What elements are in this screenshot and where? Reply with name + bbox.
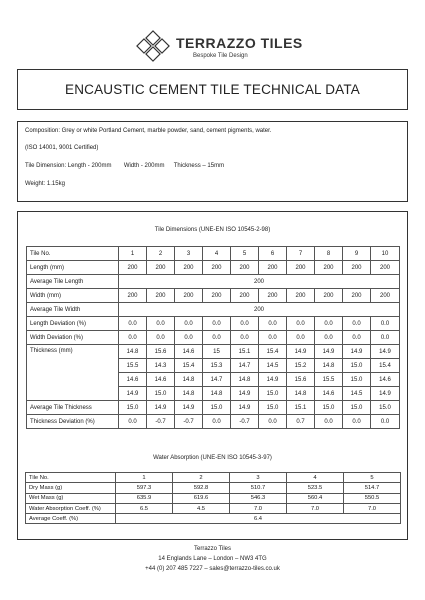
row-label: Average Tile Length [27,275,119,289]
row-label: Dry Mass (g) [26,483,116,493]
table-cell: 0.0 [315,317,343,331]
table-cell: 14.9 [119,387,147,401]
table-cell: 14.5 [259,359,287,373]
table-cell: 200 [119,303,400,317]
table-row [27,261,400,275]
table-cell: 14.9 [315,345,343,359]
table-cell: 0.0 [343,415,371,429]
header-cell: 7 [287,247,315,261]
row-label: Wet Mass (g) [26,493,116,503]
dimension-width: Width - 200mm [123,163,165,169]
table-row [26,514,401,524]
table-cell: 200 [343,289,371,303]
table-cell: 0.0 [175,331,203,345]
weight-text: Weight: 1.15kg [25,181,65,187]
technical-data-box [17,211,408,540]
table-cell: 0.0 [119,317,147,331]
table-cell: 14.6 [371,373,400,387]
row-label: Water Absorption Coeff. (%) [26,503,116,513]
table-cell: -0.7 [147,415,175,429]
table-row [27,415,400,429]
table-cell: 14.8 [287,387,315,401]
page-title: ENCAUSTIC CEMENT TILE TECHNICAL DATA [65,82,360,97]
certification-text: (ISO 14001, 9001 Certified) [25,145,99,151]
table-cell: 200 [119,261,147,275]
table-cell: 0.0 [315,331,343,345]
table-cell: 15.5 [119,359,147,373]
table-row [26,483,401,493]
table-cell: 200 [203,289,231,303]
table-cell: 14.9 [371,387,400,401]
table-row [27,345,400,359]
table-cell: 0.0 [147,331,175,345]
table-cell: 200 [343,261,371,275]
table-cell: -0.7 [231,415,259,429]
table-cell: 14.3 [147,359,175,373]
table-cell: 200 [287,289,315,303]
table-cell: 200 [119,289,147,303]
header-cell: 2 [147,247,175,261]
table-cell: 200 [175,289,203,303]
composition-box [17,121,408,202]
table-cell: 550.5 [344,493,401,503]
table-cell: 15.0 [343,373,371,387]
table-cell: 200 [371,289,400,303]
table-row [27,401,400,415]
row-label: Thickness (mm) [27,345,119,401]
table-cell: 15.0 [147,387,175,401]
table-cell: 14.6 [175,345,203,359]
table-row [27,331,400,345]
table-cell: 15.2 [287,359,315,373]
table-cell: 14.7 [203,373,231,387]
row-label: Length (mm) [27,261,119,275]
table-cell: 635.9 [116,493,173,503]
table-cell: 0.0 [287,317,315,331]
table-cell: 7.0 [344,503,401,513]
table-cell: 0.0 [259,317,287,331]
header-cell: 1 [119,247,147,261]
composition-text: Composition: Grey or white Portland Cement, marble powder, sand, cement pigments, water. [25,128,272,134]
table-cell: 597.3 [116,483,173,493]
table-row [27,303,400,317]
table-cell: 0.0 [371,331,400,345]
table-cell: 14.6 [315,387,343,401]
header-cell: 8 [315,247,343,261]
dimension-length: Tile Dimension: Length - 200mm [25,163,112,169]
header-cell: 10 [371,247,400,261]
table-cell: 15.0 [343,359,371,373]
table-row [27,275,400,289]
header-cell: 1 [116,473,173,483]
header-cell: Tile No. [26,473,116,483]
header-cell: 5 [344,473,401,483]
table-cell: 15.0 [259,387,287,401]
header-cell: 4 [203,247,231,261]
table-cell: 15.0 [371,401,400,415]
table-cell: 7.0 [287,503,344,513]
row-label: Average Tile Thickness [27,401,119,415]
table-cell: 14.9 [287,345,315,359]
row-label: Width (mm) [27,289,119,303]
table-cell: 14.5 [343,387,371,401]
table-cell: 14.8 [119,345,147,359]
row-label: Thickness Deviation (%) [27,415,119,429]
table-cell: 514.7 [344,483,401,493]
table-cell: 200 [147,289,175,303]
footer-address: 14 Englands Lane – London – NW3 4TG [158,556,267,562]
table-row [27,289,400,303]
table-cell: 0.0 [259,331,287,345]
table-cell: 0.0 [343,317,371,331]
table-cell: 15.4 [371,359,400,373]
table-cell: 200 [119,275,400,289]
brand-name: TERRAZZO TILES [176,35,303,51]
table-cell: 15.4 [259,345,287,359]
row-label: Average Tile Width [27,303,119,317]
table-cell: 592.8 [173,483,230,493]
table-cell: 15.3 [203,359,231,373]
absorption-table [25,472,401,524]
absorption-caption: Water Absorption (UNE-EN ISO 10545-3-97) [153,455,272,461]
table-cell: 14.8 [203,387,231,401]
table-cell: 0.0 [315,415,343,429]
table-cell: 14.9 [371,345,400,359]
table-cell: 0.0 [203,331,231,345]
table-cell: 200 [231,289,259,303]
table-cell: 15.6 [147,345,175,359]
table-cell: 4.5 [173,503,230,513]
table-cell: 560.4 [287,493,344,503]
table-row [27,317,400,331]
table-row [26,493,401,503]
table-cell: 0.0 [119,415,147,429]
brand-logo [136,30,306,70]
table-cell: -0.7 [175,415,203,429]
dimensions-caption: Tile Dimensions (UNE-EN ISO 10545-2-98) [154,227,271,233]
brand-tagline: Bespoke Tile Design [193,53,248,59]
table-cell: 0.0 [175,317,203,331]
header-cell: 3 [175,247,203,261]
row-label: Average Coeff. (%) [26,514,116,524]
tile-dimension-text [25,163,224,169]
table-cell: 200 [371,261,400,275]
row-label: Width Deviation (%) [27,331,119,345]
table-cell: 6.4 [116,514,401,524]
title-box [17,69,408,110]
table-cell: 0.0 [343,331,371,345]
table-cell: 14.9 [343,345,371,359]
table-cell: 523.5 [287,483,344,493]
diamond-logo-icon [136,30,172,66]
table-cell: 0.0 [371,415,400,429]
table-cell: 14.6 [147,373,175,387]
table-cell: 7.0 [230,503,287,513]
table-cell: 14.8 [175,373,203,387]
dimensions-table [26,246,400,429]
table-cell: 619.6 [173,493,230,503]
table-cell: 0.7 [287,415,315,429]
row-label: Length Deviation (%) [27,317,119,331]
table-cell: 200 [231,261,259,275]
header-cell: 5 [231,247,259,261]
header-cell: 2 [173,473,230,483]
header-cell: 9 [343,247,371,261]
table-cell: 15.1 [287,401,315,415]
table-cell: 14.9 [231,401,259,415]
table-cell: 546.3 [230,493,287,503]
header-cell: 3 [230,473,287,483]
table-cell: 200 [315,261,343,275]
table-cell: 14.9 [259,373,287,387]
table-cell: 15.4 [175,359,203,373]
table-row [27,247,400,261]
table-cell: 14.9 [231,387,259,401]
table-cell: 200 [203,261,231,275]
footer-contact: +44 (0) 207 485 7227 – sales@terrazzo-tiles.co.uk [145,566,280,572]
table-cell: 200 [315,289,343,303]
table-cell: 15.6 [287,373,315,387]
header-cell: 4 [287,473,344,483]
table-cell: 0.0 [259,415,287,429]
table-cell: 15.0 [119,401,147,415]
table-cell: 200 [147,261,175,275]
table-cell: 510.7 [230,483,287,493]
table-cell: 14.9 [175,401,203,415]
table-row [26,503,401,513]
table-cell: 15.0 [315,401,343,415]
table-cell: 15.0 [203,401,231,415]
table-cell: 14.7 [231,359,259,373]
table-cell: 15.5 [315,373,343,387]
table-cell: 14.6 [119,373,147,387]
table-cell: 0.0 [231,317,259,331]
table-cell: 14.8 [231,373,259,387]
table-cell: 0.0 [203,415,231,429]
table-cell: 0.0 [371,317,400,331]
table-cell: 0.0 [147,317,175,331]
table-cell: 6.5 [116,503,173,513]
table-cell: 0.0 [287,331,315,345]
table-cell: 14.8 [315,359,343,373]
table-cell: 14.9 [147,401,175,415]
table-cell: 15 [203,345,231,359]
footer-company: Terrazzo Tiles [193,546,231,552]
table-row [26,473,401,483]
table-cell: 200 [259,289,287,303]
table-cell: 200 [259,261,287,275]
table-cell: 200 [175,261,203,275]
table-cell: 15.0 [259,401,287,415]
table-cell: 0.0 [203,317,231,331]
header-cell: Tile No. [27,247,119,261]
table-cell: 200 [287,261,315,275]
dimension-thickness: Thickness – 15mm [173,163,225,169]
table-cell: 14.8 [175,387,203,401]
table-cell: 15.1 [231,345,259,359]
header-cell: 6 [259,247,287,261]
table-cell: 15.0 [343,401,371,415]
table-cell: 0.0 [119,331,147,345]
table-cell: 0.0 [231,331,259,345]
